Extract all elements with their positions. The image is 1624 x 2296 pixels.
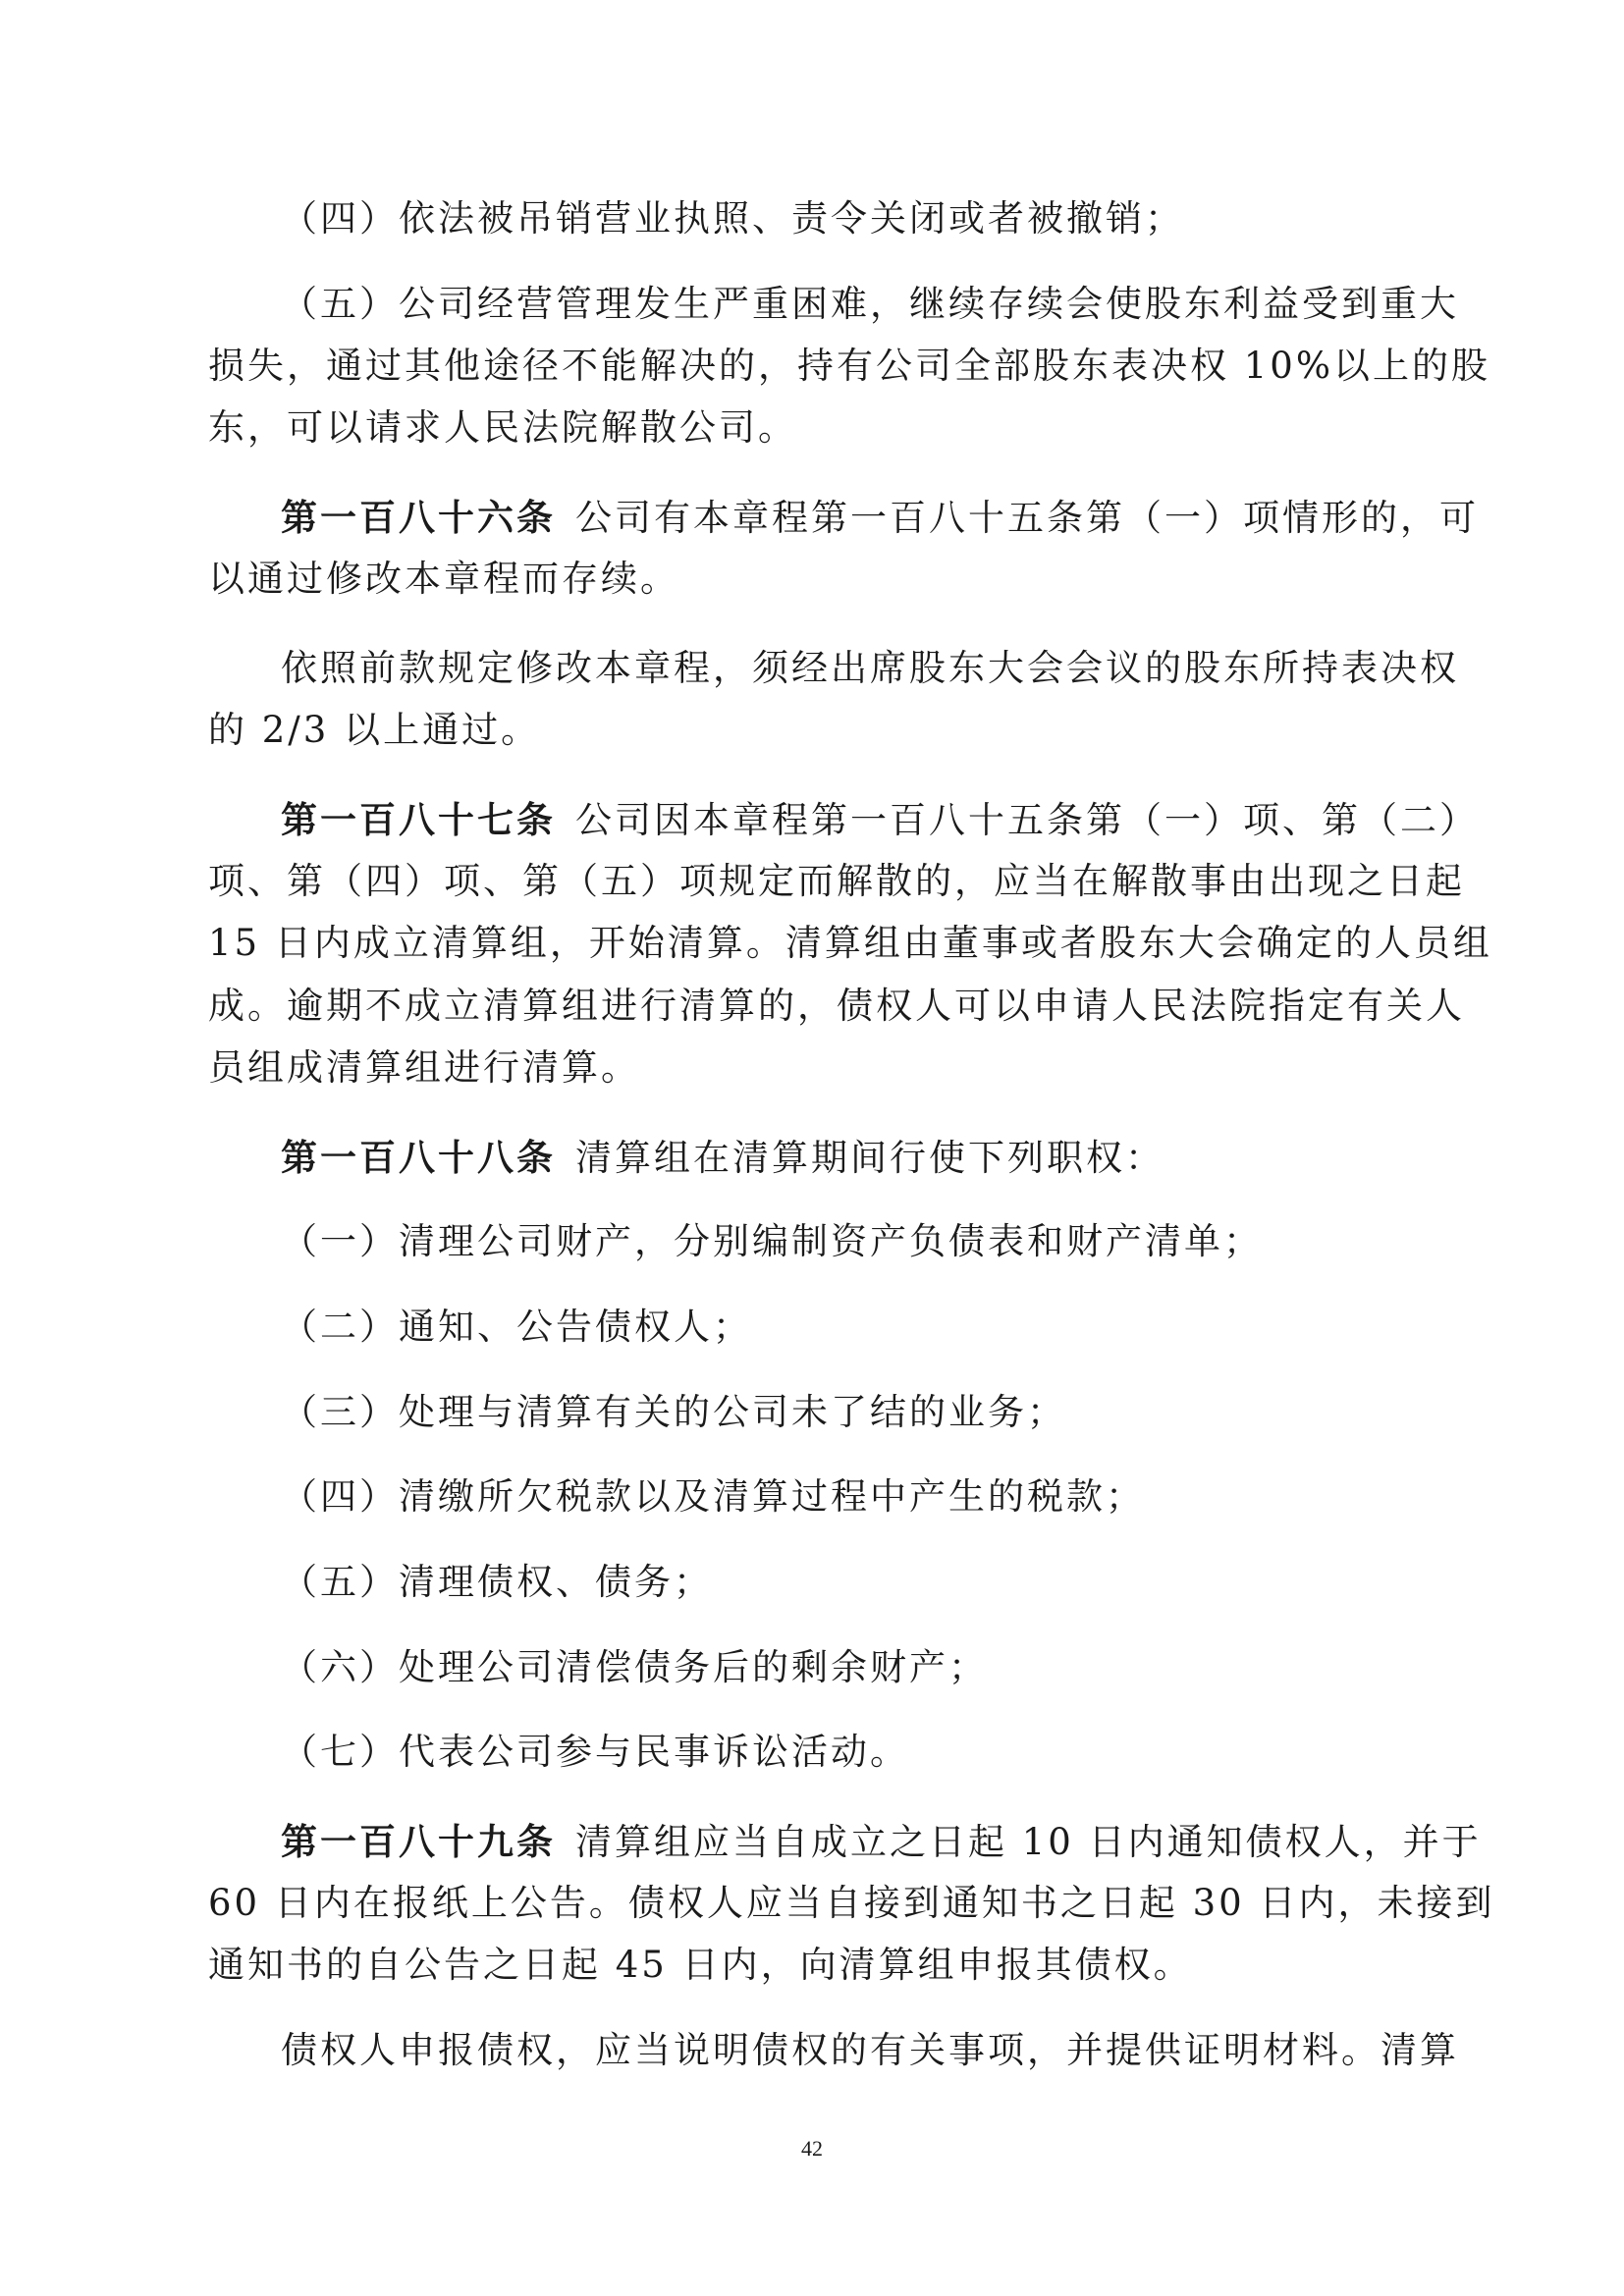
article-title: 第一百八十八条 — [281, 1136, 556, 1179]
article-186-line — [281, 493, 1479, 543]
paragraph-line: 15 日内成立清算组，开始清算。清算组由董事或者股东大会确定的人员组 — [208, 922, 1492, 964]
page-number: 42 — [801, 2136, 823, 2161]
paragraph-line: 通知书的自公告之日起 45 日内，向清算组申报其债权。 — [208, 1944, 1193, 1986]
paragraph-line: 员组成清算组进行清算。 — [208, 1046, 640, 1089]
paragraph-line: 项、第（四）项、第（五）项规定而解散的，应当在解散事由出现之日起 — [208, 860, 1465, 902]
paragraph-text: 公司因本章程第一百八十五条第（一）项、第（二） — [575, 799, 1479, 841]
list-item: （五）清理债权、债务； — [281, 1561, 713, 1603]
paragraph-line: （五）公司经营管理发生严重困难，继续存续会使股东利益受到重大 — [281, 283, 1459, 325]
list-item: （四）清缴所欠税款以及清算过程中产生的税款； — [281, 1475, 1145, 1518]
list-item: （一）清理公司财产，分别编制资产负债表和财产清单； — [281, 1220, 1263, 1262]
paragraph-line: 成。逾期不成立清算组进行清算的，债权人可以申请人民法院指定有关人 — [208, 985, 1465, 1027]
paragraph-text: 清算组应当自成立之日起 10 日内通知债权人，并于 — [575, 1821, 1482, 1863]
article-title: 第一百八十六条 — [281, 496, 556, 539]
list-item: （六）处理公司清偿债务后的剩余财产； — [281, 1646, 988, 1688]
paragraph-text: 公司有本章程第一百八十五条第（一）项情形的，可 — [575, 497, 1479, 539]
article-title: 第一百八十七条 — [281, 798, 556, 841]
paragraph-line: 的 2/3 以上通过。 — [208, 709, 541, 751]
paragraph-line: 依照前款规定修改本章程，须经出席股东大会会议的股东所持表决权 — [281, 647, 1459, 689]
paragraph-line: 60 日内在报纸上公告。债权人应当自接到通知书之日起 30 日内，未接到 — [208, 1882, 1495, 1924]
article-187-line — [281, 795, 1479, 845]
article-title: 第一百八十九条 — [281, 1820, 556, 1863]
paragraph-line: 损失，通过其他途径不能解决的，持有公司全部股东表决权 10%以上的股 — [208, 345, 1490, 387]
article-188-line — [281, 1133, 1426, 1183]
paragraph-line: 债权人申报债权，应当说明债权的有关事项，并提供证明材料。清算 — [281, 2029, 1459, 2071]
article-189-line — [281, 1817, 1482, 1867]
paragraph-text: 清算组在清算期间行使下列职权： — [575, 1137, 1164, 1179]
list-item: （二）通知、公告债权人； — [281, 1306, 752, 1348]
paragraph-line: 以通过修改本章程而存续。 — [208, 558, 679, 600]
paragraph-line: （四）依法被吊销营业执照、责令关闭或者被撤销； — [281, 197, 1184, 240]
list-item: （三）处理与清算有关的公司未了结的业务； — [281, 1391, 1066, 1433]
list-item: （七）代表公司参与民事诉讼活动。 — [281, 1731, 909, 1773]
paragraph-line: 东，可以请求人民法院解散公司。 — [208, 406, 797, 449]
